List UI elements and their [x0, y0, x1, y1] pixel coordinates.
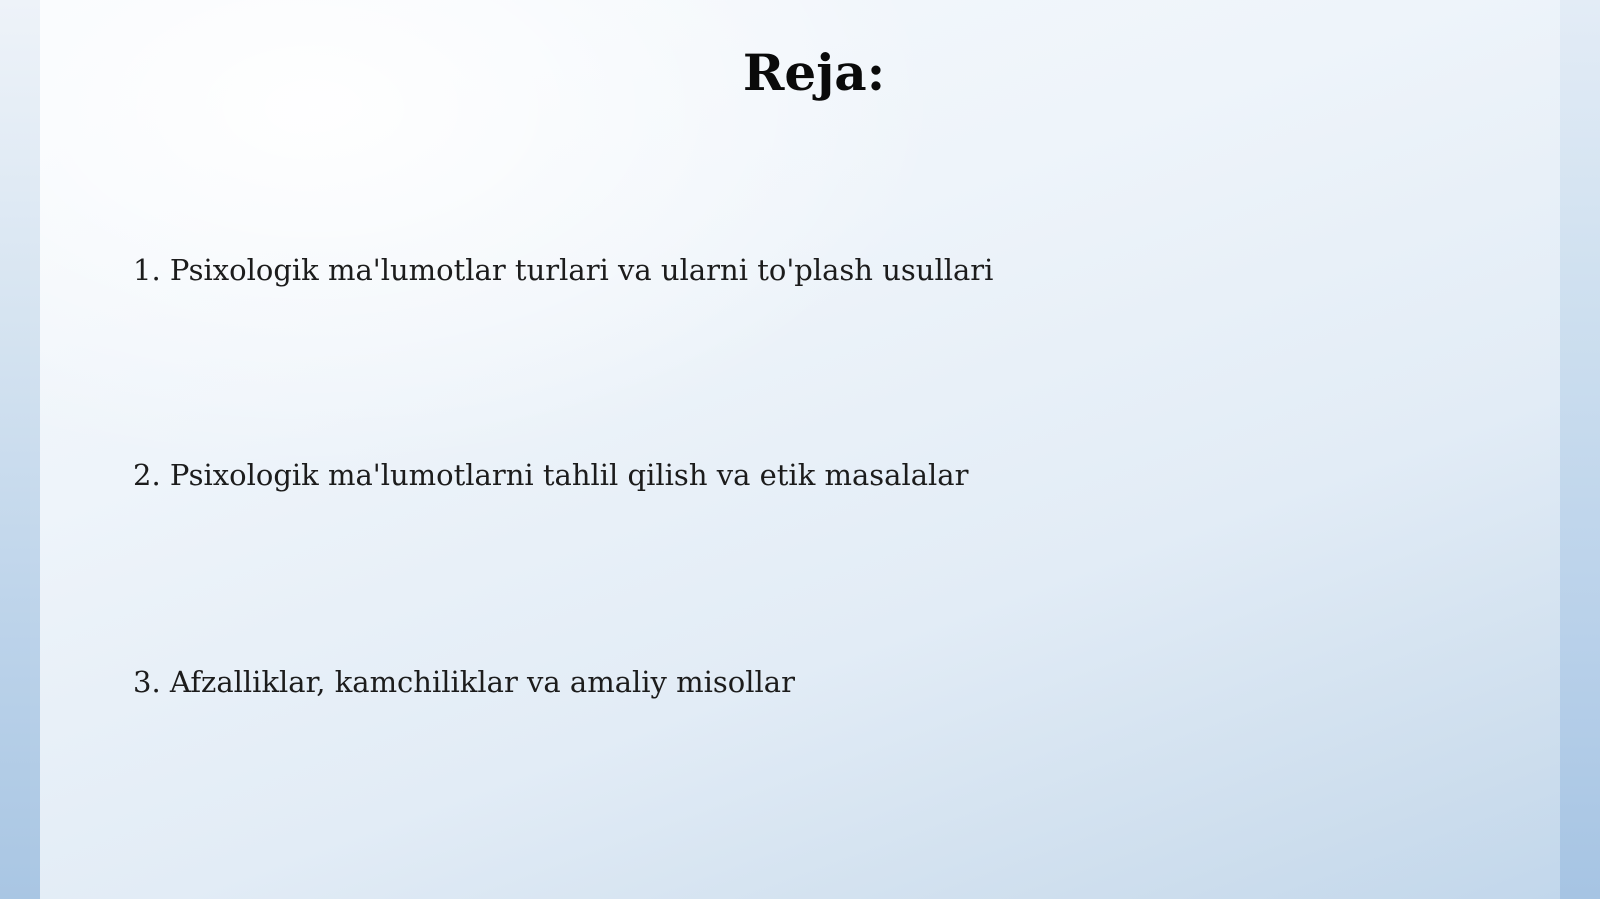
plan-item-text: Psixologik ma'lumotlar turlari va ularni to'plash usullari [169, 253, 994, 287]
slide-title: Reja: [742, 43, 886, 102]
plan-item-number: 2. [133, 458, 161, 492]
right-margin-band [1560, 0, 1600, 899]
presentation-slide [40, 0, 1560, 899]
plan-item-text: Psixologik ma'lumotlarni tahlil qilish va etik masalalar [169, 458, 969, 492]
plan-item-number: 1. [133, 253, 161, 287]
plan-item [133, 662, 795, 702]
left-margin-band [0, 0, 40, 899]
plan-item [133, 455, 968, 495]
plan-item [133, 250, 993, 290]
plan-item-number: 3. [133, 665, 161, 699]
plan-item-text: Afzalliklar, kamchiliklar va amaliy misollar [169, 665, 795, 699]
